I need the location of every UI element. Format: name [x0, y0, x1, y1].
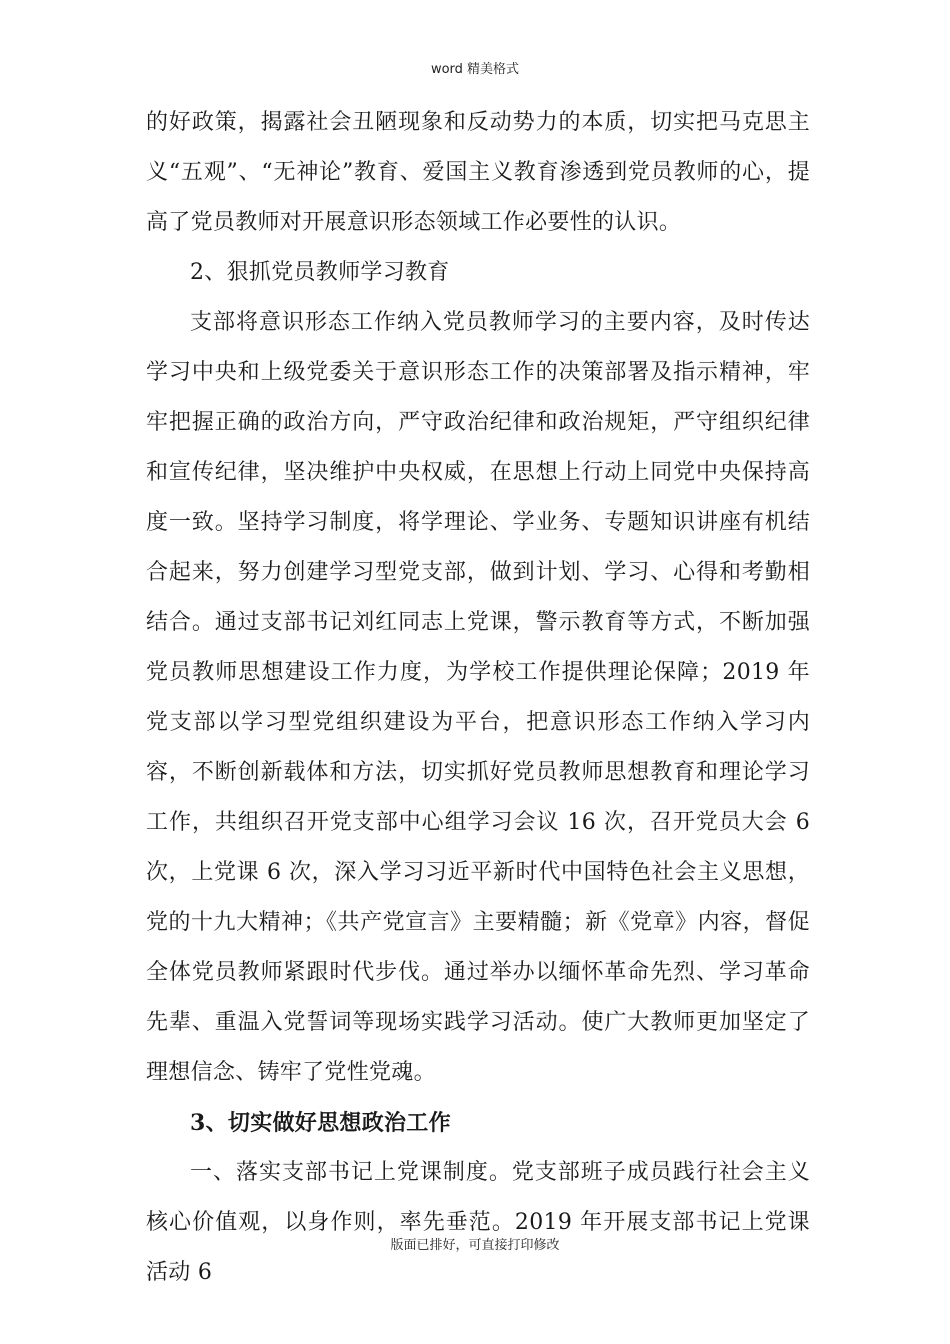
- section-heading-2: 2、狠抓党员教师学习教育: [190, 260, 450, 285]
- page-header: word 精美格式: [430, 62, 520, 77]
- section-heading-3: 3、切实做好思想政治工作: [190, 1110, 451, 1136]
- document-body: [146, 98, 810, 1298]
- paragraph-party-lecture: 一、落实支部书记上党课制度。党支部班子成员践行社会主义核心价值观，以身作则，率先垂范。2019 年开展支部书记上党课活动 6: [146, 1160, 810, 1285]
- paragraph-continuation: 的好政策，揭露社会丑陋现象和反动势力的本质，切实把马克思主义“五观”、“无神论”教育、爱国主义教育渗透到党员教师的心，提高了党员教师对开展意识形态领域工作必要性的认识。: [146, 110, 810, 235]
- paragraph-study-education: 支部将意识形态工作纳入党员教师学习的主要内容，及时传达学习中央和上级党委关于意识形态工作的决策部署及指示精神，牢牢把握正确的政治方向，严守政治纪律和政治规矩，严守组织纪律和宣传纪律，坚决维护中央权威，在思想上行动上同党中央保持高度一致。坚持学习制度，将学理论、学业务、专题知识讲座有机结合起来，努力创建学习型党支部，做到计划、学习、心得和考勤相结合。通过支部书记刘红同志上党课，警示教育等方式，不断加强党员教师思想建设工作力度，为学校工作提供理论保障；2019 年党支部以学习型党组织建设为平台，把意识形态工作纳入学习内容，不断创新载体和方法，切实抓好党员教师思想教育和理论学习工作，共组织召开党支部中心组学习会议 16 次，召开党员大会 6 次，上党课 6 次，深入学习习近平新时代中国特色社会主义思想，党的十九大精神；《共产党宣言》主要精髓；新《党章》内容，督促全体党员教师紧跟时代步伐。通过举办以缅怀革命先烈、学习革命先辈、重温入党誓词等现场实践学习活动。使广大教师更加坚定了理想信念、铸牢了党性党魂。: [146, 310, 810, 1085]
- page-footer: 版面已排好，可直接打印修改: [390, 1238, 560, 1253]
